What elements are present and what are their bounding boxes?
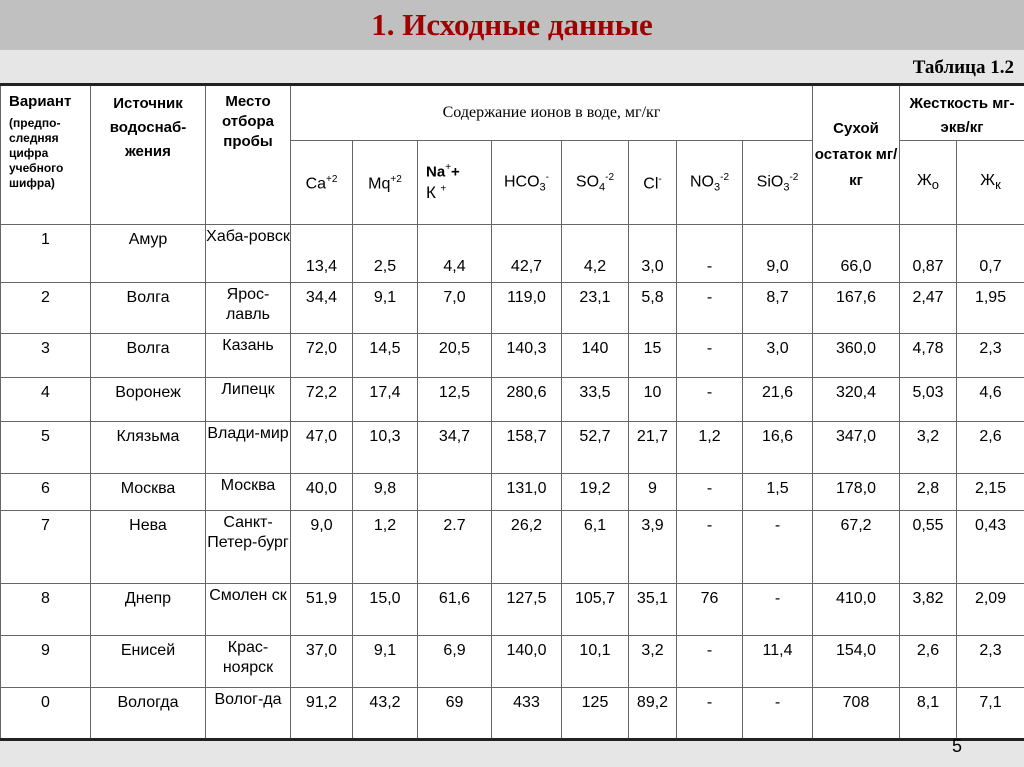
table-row — [1, 636, 1024, 688]
cell-jk: 4,6 — [957, 378, 1024, 422]
col-header-dry-residue: Сухой остаток мг/кг — [813, 85, 900, 225]
cell-source: Москва — [91, 474, 206, 511]
cell-sio3: 3,0 — [743, 334, 813, 378]
cell-place: Казань — [206, 334, 291, 378]
cell-sio3: 9,0 — [743, 225, 813, 283]
cell-so4: 23,1 — [562, 283, 629, 334]
cell-hco3: 140,3 — [492, 334, 562, 378]
cell-ca: 72,2 — [291, 378, 353, 422]
col-header-source: Источник водоснаб-жения — [91, 85, 206, 225]
cell-hco3: 280,6 — [492, 378, 562, 422]
table-caption: Таблица 1.2 — [912, 57, 1014, 78]
cell-jo: 3,2 — [900, 422, 957, 474]
col-header-mg: $Mq^{+2}$ — [353, 141, 418, 225]
cell-source: Воронеж — [91, 378, 206, 422]
cell-dry: 66,0 — [813, 225, 900, 283]
col-header-variant: Вариант (предпо-следняя цифра учебного шифра) — [1, 85, 91, 225]
cell-nak: 20,5 — [418, 334, 492, 378]
cell-sio3: 21,6 — [743, 378, 813, 422]
cell-source: Амур — [91, 225, 206, 283]
cell-jk: 2,6 — [957, 422, 1024, 474]
cell-jk: 0,43 — [957, 511, 1024, 584]
cell-mg: 1,2 — [353, 511, 418, 584]
cell-jo: 0,55 — [900, 511, 957, 584]
table-row — [1, 584, 1024, 636]
cell-no3: 1,2 — [677, 422, 743, 474]
cell-sio3: 16,6 — [743, 422, 813, 474]
col-header-hco3: $HCO_3^-$ — [492, 141, 562, 225]
col-header-ca: $Ca^{+2}$ — [291, 141, 353, 225]
cell-cl: 15 — [629, 334, 677, 378]
cell-dry: 410,0 — [813, 584, 900, 636]
cell-variant: 7 — [1, 511, 91, 584]
cell-no3: 76 — [677, 584, 743, 636]
cell-variant: 9 — [1, 636, 91, 688]
water-data-table — [0, 83, 1024, 741]
cell-no3: - — [677, 511, 743, 584]
table-row — [1, 283, 1024, 334]
cell-ca: 51,9 — [291, 584, 353, 636]
cell-ca: 91,2 — [291, 688, 353, 740]
cell-hco3: 42,7 — [492, 225, 562, 283]
cell-ca: 47,0 — [291, 422, 353, 474]
cell-source: Енисей — [91, 636, 206, 688]
cell-place: Ярос-лавль — [206, 283, 291, 334]
cell-mg: 9,8 — [353, 474, 418, 511]
cell-place: Москва — [206, 474, 291, 511]
cell-hco3: 127,5 — [492, 584, 562, 636]
cell-nak: 4,4 — [418, 225, 492, 283]
cell-mg: 9,1 — [353, 636, 418, 688]
cell-dry: 360,0 — [813, 334, 900, 378]
col-header-place: Место отбора пробы — [206, 85, 291, 225]
table-row — [1, 688, 1024, 740]
cell-so4: 6,1 — [562, 511, 629, 584]
cell-ca: 34,4 — [291, 283, 353, 334]
cell-place: Хаба-ровск — [206, 225, 291, 283]
cell-so4: 140 — [562, 334, 629, 378]
col-header-no3: $NO_3^{-2}$ — [677, 141, 743, 225]
cell-so4: 125 — [562, 688, 629, 740]
cell-hco3: 119,0 — [492, 283, 562, 334]
table-row — [1, 334, 1024, 378]
cell-cl: 3,9 — [629, 511, 677, 584]
table-row — [1, 378, 1024, 422]
cell-jk: 2,09 — [957, 584, 1024, 636]
cell-dry: 67,2 — [813, 511, 900, 584]
cell-jo: 3,82 — [900, 584, 957, 636]
cell-jk: 2,3 — [957, 334, 1024, 378]
cell-place: Смолен ск — [206, 584, 291, 636]
cell-source: Клязьма — [91, 422, 206, 474]
cell-no3: - — [677, 334, 743, 378]
cell-mg: 17,4 — [353, 378, 418, 422]
cell-sio3: - — [743, 584, 813, 636]
col-header-na-k: Na++ К + — [418, 141, 492, 225]
cell-place: Липецк — [206, 378, 291, 422]
cell-hco3: 158,7 — [492, 422, 562, 474]
cell-jk: 1,95 — [957, 283, 1024, 334]
cell-source: Нева — [91, 511, 206, 584]
cell-jo: 5,03 — [900, 378, 957, 422]
cell-variant: 4 — [1, 378, 91, 422]
cell-mg: 2,5 — [353, 225, 418, 283]
cell-mg: 43,2 — [353, 688, 418, 740]
cell-place: Санкт-Петер-бург — [206, 511, 291, 584]
cell-mg: 14,5 — [353, 334, 418, 378]
cell-cl: 3,2 — [629, 636, 677, 688]
cell-jo: 4,78 — [900, 334, 957, 378]
cell-ca: 13,4 — [291, 225, 353, 283]
cell-dry: 154,0 — [813, 636, 900, 688]
cell-jo: 2,47 — [900, 283, 957, 334]
slide-title: 1. Исходные данные — [371, 7, 653, 42]
cell-variant: 8 — [1, 584, 91, 636]
cell-jo: 2,8 — [900, 474, 957, 511]
cell-nak — [418, 474, 492, 511]
col-header-ions: Содержание ионов в воде, мг/кг — [291, 85, 813, 141]
table-row — [1, 422, 1024, 474]
cell-ca: 9,0 — [291, 511, 353, 584]
cell-cl: 5,8 — [629, 283, 677, 334]
cell-mg: 10,3 — [353, 422, 418, 474]
cell-ca: 40,0 — [291, 474, 353, 511]
cell-jo: 0,87 — [900, 225, 957, 283]
cell-mg: 15,0 — [353, 584, 418, 636]
cell-ca: 72,0 — [291, 334, 353, 378]
cell-variant: 1 — [1, 225, 91, 283]
cell-dry: 167,6 — [813, 283, 900, 334]
cell-dry: 347,0 — [813, 422, 900, 474]
cell-variant: 3 — [1, 334, 91, 378]
cell-place: Влади-мир — [206, 422, 291, 474]
cell-source: Волга — [91, 283, 206, 334]
title-bar — [0, 0, 1024, 50]
cell-cl: 21,7 — [629, 422, 677, 474]
cell-jk: 2,3 — [957, 636, 1024, 688]
cell-variant: 5 — [1, 422, 91, 474]
cell-cl: 3,0 — [629, 225, 677, 283]
cell-so4: 33,5 — [562, 378, 629, 422]
cell-nak: 61,6 — [418, 584, 492, 636]
cell-dry: 178,0 — [813, 474, 900, 511]
cell-cl: 35,1 — [629, 584, 677, 636]
cell-no3: - — [677, 283, 743, 334]
cell-sio3: - — [743, 511, 813, 584]
cell-hco3: 140,0 — [492, 636, 562, 688]
col-header-jo: $Ж_о$ — [900, 141, 957, 225]
cell-source: Днепр — [91, 584, 206, 636]
table-row — [1, 511, 1024, 584]
cell-no3: - — [677, 688, 743, 740]
cell-dry: 708 — [813, 688, 900, 740]
col-header-cl: Cl- — [629, 141, 677, 225]
cell-jo: 8,1 — [900, 688, 957, 740]
cell-sio3: 8,7 — [743, 283, 813, 334]
cell-place: Волог-да — [206, 688, 291, 740]
cell-cl: 10 — [629, 378, 677, 422]
variant-note: (предпо-следняя цифра учебного шифра) — [9, 116, 64, 190]
cell-no3: - — [677, 474, 743, 511]
cell-sio3: - — [743, 688, 813, 740]
cell-hco3: 131,0 — [492, 474, 562, 511]
cell-sio3: 1,5 — [743, 474, 813, 511]
cell-dry: 320,4 — [813, 378, 900, 422]
cell-nak: 2.7 — [418, 511, 492, 584]
col-header-jk: $Ж_к$ — [957, 141, 1024, 225]
table-row — [1, 225, 1024, 283]
cell-hco3: 26,2 — [492, 511, 562, 584]
cell-no3: - — [677, 636, 743, 688]
cell-so4: 19,2 — [562, 474, 629, 511]
cell-mg: 9,1 — [353, 283, 418, 334]
cell-nak: 6,9 — [418, 636, 492, 688]
cell-cl: 89,2 — [629, 688, 677, 740]
cell-jo: 2,6 — [900, 636, 957, 688]
cell-variant: 0 — [1, 688, 91, 740]
cell-ca: 37,0 — [291, 636, 353, 688]
cell-nak: 69 — [418, 688, 492, 740]
page-number: 5 — [952, 736, 963, 756]
col-header-hardness: Жесткость мг-экв/кг — [900, 85, 1024, 141]
col-header-sio3: SiO$_3^{-2}$ — [743, 141, 813, 225]
cell-source: Волга — [91, 334, 206, 378]
cell-so4: 105,7 — [562, 584, 629, 636]
cell-jk: 2,15 — [957, 474, 1024, 511]
cell-so4: 4,2 — [562, 225, 629, 283]
cell-no3: - — [677, 378, 743, 422]
cell-no3: - — [677, 225, 743, 283]
cell-jk: 0,7 — [957, 225, 1024, 283]
cell-so4: 52,7 — [562, 422, 629, 474]
cell-nak: 34,7 — [418, 422, 492, 474]
cell-variant: 6 — [1, 474, 91, 511]
cell-nak: 7,0 — [418, 283, 492, 334]
cell-so4: 10,1 — [562, 636, 629, 688]
cell-cl: 9 — [629, 474, 677, 511]
table-row — [1, 474, 1024, 511]
col-header-so4: $SO_4^{-2}$ — [562, 141, 629, 225]
cell-variant: 2 — [1, 283, 91, 334]
cell-sio3: 11,4 — [743, 636, 813, 688]
cell-nak: 12,5 — [418, 378, 492, 422]
cell-place: Крас-ноярск — [206, 636, 291, 688]
cell-source: Вологда — [91, 688, 206, 740]
cell-jk: 7,1 — [957, 688, 1024, 740]
cell-hco3: 433 — [492, 688, 562, 740]
